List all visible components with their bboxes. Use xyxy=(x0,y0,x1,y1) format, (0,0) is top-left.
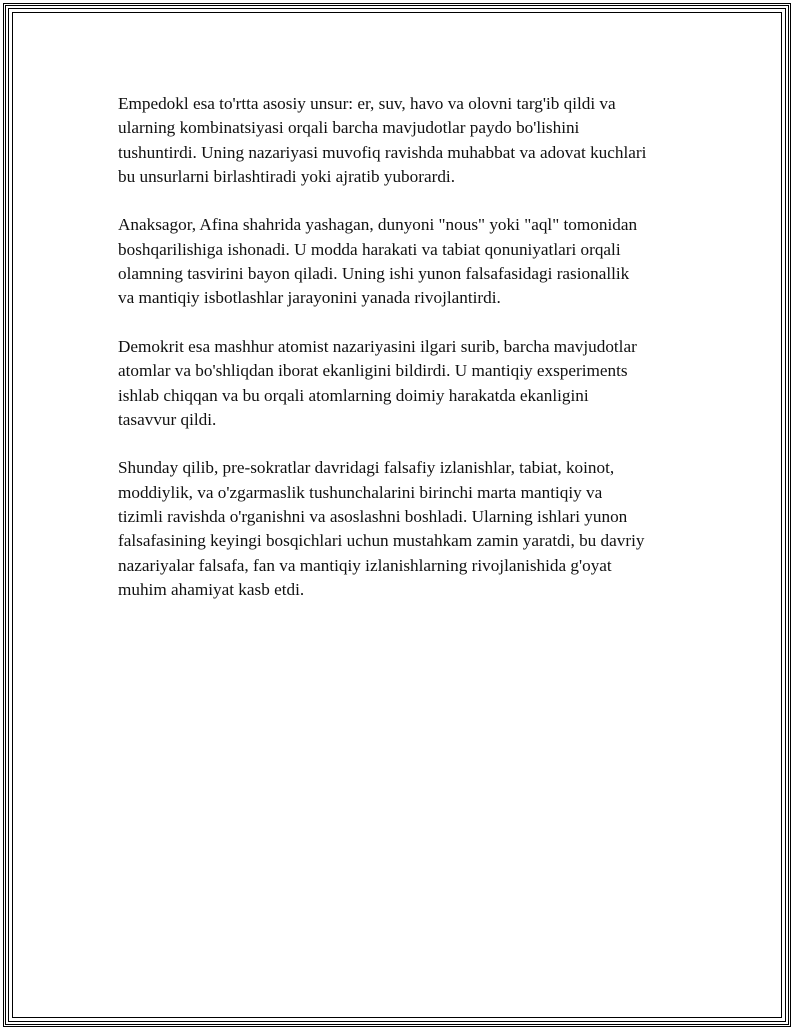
paragraph-conclusion xyxy=(118,456,698,602)
text-line: ularning kombinatsiyasi orqali barcha mavjudotlar paydo bo'lishini xyxy=(118,118,580,138)
text-line: Empedokl esa to'rtta asosiy unsur: er, suv, havo va olovni targ'ib qildi va xyxy=(118,94,616,113)
text-line: tushuntirdi. Uning nazariyasi muvofiq ravishda muhabbat va adovat kuchlari xyxy=(118,142,647,162)
text-line: Demokrit esa mashhur atomist nazariyasini ilgari surib, barcha mavjudotlar xyxy=(118,336,637,356)
text-line: ishlab chiqqan va bu orqali atomlarning doimiy harakatda ekanligini xyxy=(118,385,589,405)
text-line: Anaksagor, Afina shahrida yashagan, dunyoni "nous" yoki "aql" tomonidan xyxy=(118,215,638,235)
text-line: tizimli ravishda o'rganishni va asoslashni boshladi. Ularning ishlari yunon xyxy=(118,507,628,527)
text-line: olamning tasvirini bayon qiladi. Uning ishi yunon falsafasidagi rasionallik xyxy=(118,264,630,284)
text-line: bu unsurlarni birlashtiradi yoki ajratib yuborardi. xyxy=(118,166,455,186)
text-line: atomlar va bo'shliqdan iborat ekanligini bildirdi. U mantiqiy exsperiments xyxy=(118,361,628,381)
text-line: falsafasining keyingi bosqichlari uchun mustahkam zamin yaratdi, bu davriy xyxy=(118,531,645,551)
text-line: nazariyalar falsafa, fan va mantiqiy izlanishlarning rivojlanishida g'oyat xyxy=(118,555,612,575)
paragraph-empedokl xyxy=(118,92,698,189)
text-line: tasavvur qildi. xyxy=(118,409,217,429)
text-line: moddiylik, va o'zgarmaslik tushunchalarini birinchi marta mantiqiy va xyxy=(118,482,603,502)
paragraph-anaksagor xyxy=(118,213,698,310)
paragraph-demokrit xyxy=(118,335,698,432)
text-line: boshqarilishiga ishonadi. U modda harakati va tabiat qonuniyatlari orqali xyxy=(118,239,621,259)
text-line: Shunday qilib, pre-sokratlar davridagi falsafiy izlanishlar, tabiat, koinot, xyxy=(118,458,615,478)
text-line: muhim ahamiyat kasb etdi. xyxy=(118,579,305,599)
document-body xyxy=(118,92,698,627)
text-line: va mantiqiy isbotlashlar jarayonini yanada rivojlantirdi. xyxy=(118,288,501,308)
